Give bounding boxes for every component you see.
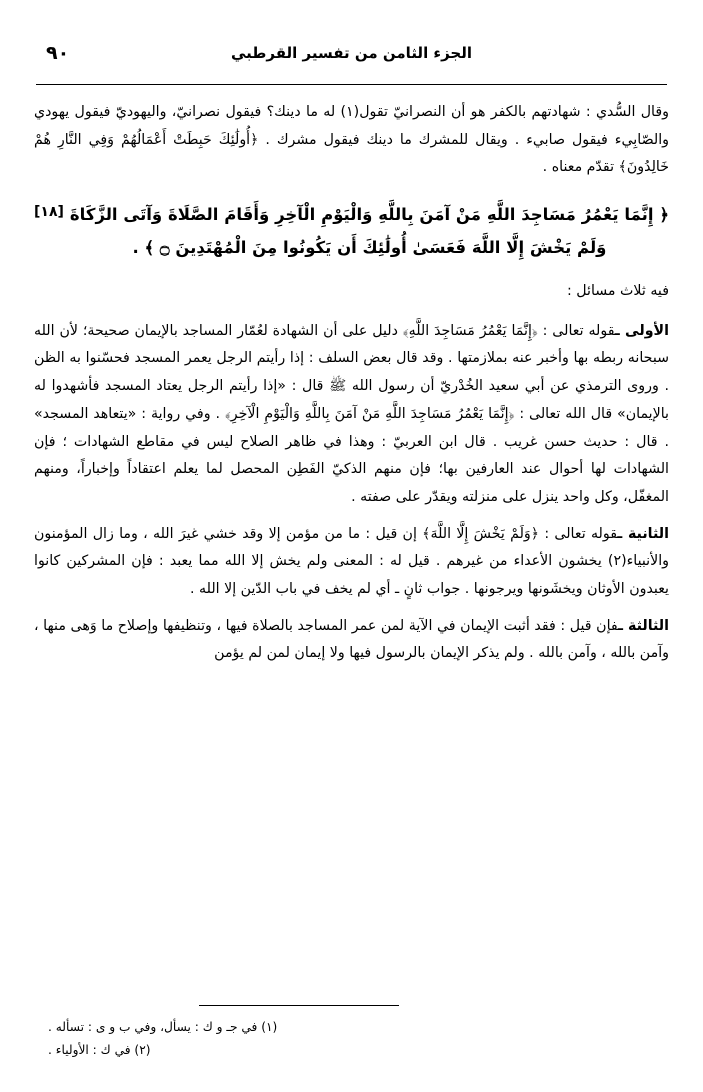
footnotes-area (34, 1005, 669, 1062)
quran-verse-block (34, 198, 669, 264)
footnote-1: (١) في جـ و ك : يسأل، وفي ب و ى : تسأله . (48, 1019, 278, 1034)
masala-one-label: الأولى ـ (614, 322, 669, 339)
paragraph-intro: وقال السُّدي : شهادتهم بالكفر هو أن النصرانيّ تقول(١) له ما دينك؟ فيقول نصرانيّ، واليهوديّ فيقول يهودي والصّابِيء فيقول صابيء . ويقال للمشرك ما دينك فيقول مشرك . ﴿أُولَٰئِكَ حَبِطَتْ أَعْمَالُهُمْ وَفِي النَّارِ هُمْ خَالِدُونَ﴾ تقدّم معناه . (34, 104, 670, 176)
masala-three-text: فإن قيل : فقد أثبت الإيمان في الآية لمن عمر المساجد بالصلاة فيها ، وتنظيفها وإصلاح ما وَهى منها ، وآمن بالله ، وآمن بالله . ولم يذكر الإيمان بالرسول فيها ولا إيمان لمن لم يؤمن (34, 617, 669, 662)
page-header (34, 44, 669, 78)
header-title: الجزء الثامن من تفسير القرطبي (230, 44, 473, 62)
footnote-2: (٢) في ك : الأولياء . (48, 1042, 151, 1057)
masala-two-label: الثانية ـ (617, 525, 669, 542)
page-body (34, 99, 669, 668)
masael-heading: فيه ثلاث مسائل : (566, 283, 669, 300)
page-number: ٩٠ (46, 42, 70, 64)
footnote-divider (199, 1005, 399, 1006)
verse-text: ﴿ إِنَّمَا يَعْمُرُ مَسَاجِدَ اللَّهِ مَنْ آمَنَ بِاللَّهِ وَالْيَوْمِ الْآخِرِ وَأَقَامَ الصَّلَاةَ وَآتَى الزَّكَاةَ وَلَمْ يَخْشَ إِلَّا اللَّهَ فَعَسَىٰ أُولَٰئِكَ أَن يَكُونُوا مِنَ الْمُهْتَدِينَ ۝ ﴾ . (69, 205, 669, 258)
masala-two (34, 521, 669, 604)
masala-two-text: قوله تعالى : ﴿وَلَمْ يَخْشَ إِلَّا اللَّهَ﴾ إن قيل : ما من مؤمن إلا وقد خشي غيرَ الله ، وما زال المؤمنون والأنبياء(٢) يخشون الأعداء من غيرهم . قيل له : المعنى ولم يخش إلا الله مما يعبد : فإن المشركين كانوا يعبدون الأوثان ويخشَونها ويرجونها . جواب ثانٍ ـ أي لم يخف في باب الدّين إلا الله . (34, 525, 669, 597)
masala-three-label: الثالثة ـ (618, 617, 669, 634)
masala-three (34, 613, 669, 668)
verse-number: [١٨] (34, 204, 64, 221)
masala-one-text: قوله تعالى : ﴿إِنَّمَا يَعْمُرُ مَسَاجِدَ اللَّهِ﴾ دليل على أن الشهادة لعُمّار المساجد بالإيمان صحيحة؛ لأن الله سبحانه ربطه بها وأخبر عنه بملازمتها . وقد قال بعض السلف : إذا رأيتم الرجل يعمر المسجد فحسّنوا به الظن . وروى الترمذي عن أبي سعيد الخُدْريّ أن رسول الله ﷺ قال : «إذا رأيتم الرجل يعتاد المسجد فأشهدوا له بالإيمان» قال الله تعالى : ﴿إِنَّمَا يَعْمُرُ مَسَاجِدَ اللَّهِ مَنْ آمَنَ بِاللَّهِ وَالْيَوْمِ الْآخِرِ﴾ . وفي رواية : «يتعاهد المسجد» . قال : حديث حسن غريب . قال ابن العربيّ : وهذا في ظاهر الصلاح ليس في مقاطع الشهادات ؛ فإن الشهادات لها أحوال عند العارفين بها؛ فإن منهم الذكيّ الفَطِن المحصل لما يعلم اعتقاداً وإخباراً، ومنهم المغفّل، وكل واحد ينزل على منزلته ويقدّر على صفته . (34, 322, 669, 505)
header-divider (36, 84, 667, 85)
masala-one (34, 318, 669, 512)
